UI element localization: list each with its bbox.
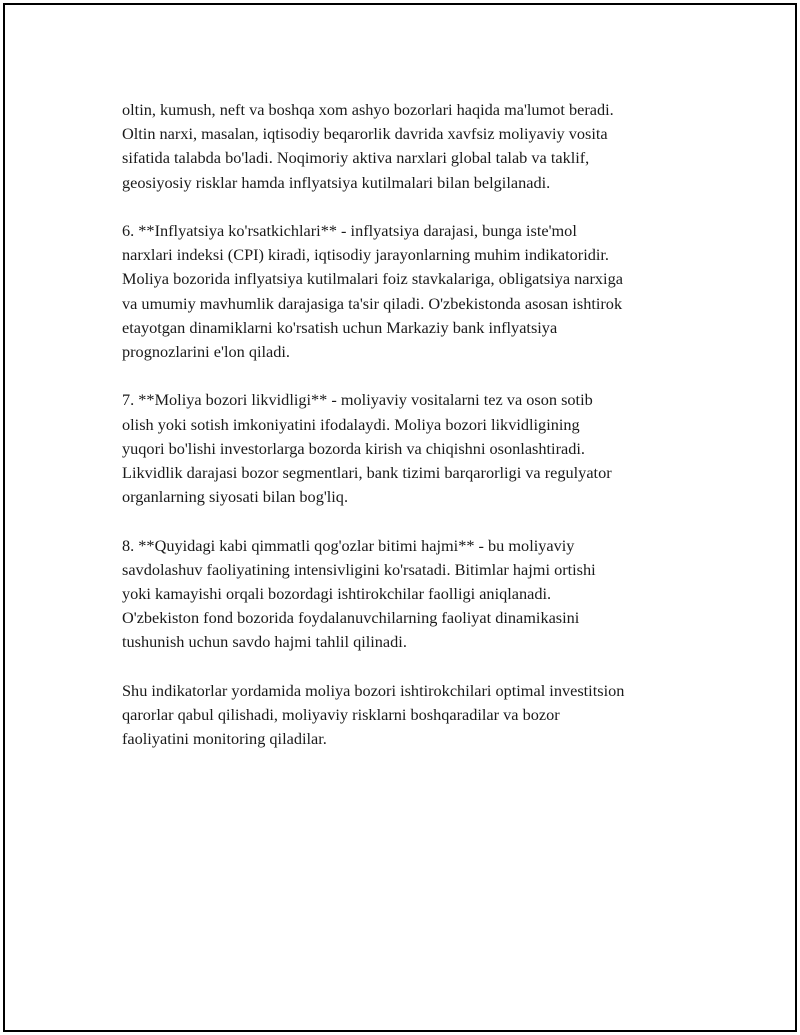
paragraph-conclusion [122, 679, 702, 752]
text-line: O'zbekiston fond bozorida foydalanuvchilarning faoliyat dinamikasini [122, 608, 580, 628]
text-line: tushunish uchun savdo hajmi tahlil qilinadi. [122, 632, 407, 652]
text-line: 6. **Inflyatsiya ko'rsatkichlari** - inflyatsiya darajasi, bunga iste'mol [122, 221, 577, 240]
paragraph-inflation-indicators [122, 219, 702, 364]
text-line: yuqori bo'lishi investorlarga bozorda kirish va chiqishni osonlashtiradi. [122, 438, 585, 458]
text-line: geosiyosiy risklar hamda inflyatsiya kutilmalari bilan belgilanadi. [122, 172, 551, 192]
text-line: Likvidlik darajasi bozor segmentlari, bank tizimi barqarorligi va regulyator [122, 463, 612, 483]
text-line: oltin, kumush, neft va boshqa xom ashyo bozorlari haqida ma'lumot beradi. [122, 100, 614, 119]
text-line: sifatida talabda bo'ladi. Noqimoriy aktiva narxlari global talab va taklif, [122, 148, 590, 168]
text-line: Oltin narxi, masalan, iqtisodiy beqarorlik davrida xavfsiz moliyaviy vosita [122, 124, 608, 144]
text-line: va umumiy mavhumlik darajasiga ta'sir qiladi. O'zbekistonda asosan ishtirok [122, 293, 623, 313]
text-line: etayotgan dinamiklarni ko'rsatish uchun Markaziy bank inflyatsiya [122, 317, 558, 337]
text-line: 8. **Quyidagi kabi qimmatli qog'ozlar bitimi hajmi** - bu moliyaviy [122, 535, 575, 555]
paragraph-market-liquidity [122, 388, 702, 509]
text-line: olish yoki sotish imkoniyatini ifodalaydi. Moliya bozori likvidligining [122, 414, 580, 434]
text-line: 7. **Moliya bozori likvidligi** - moliyaviy vositalarni tez va oson sotib [122, 390, 593, 410]
text-line: Shu indikatorlar yordamida moliya bozori ishtirokchilari optimal investitsion [122, 680, 625, 700]
text-line: faoliyatini monitoring qiladilar. [122, 729, 327, 749]
text-line: Moliya bozorida inflyatsiya kutilmalari foiz stavkalariga, obligatsiya narxiga [122, 269, 623, 289]
text-line: yoki kamayishi orqali bozordagi ishtirokchilar faolligi aniqlanadi. [122, 584, 552, 604]
paragraph-commodities [122, 98, 702, 195]
text-line: savdolashuv faoliyatining intensivligini ko'rsatadi. Bitimlar hajmi ortishi [122, 559, 596, 579]
document-body [122, 98, 702, 776]
text-line: prognozlarini e'lon qiladi. [122, 342, 290, 362]
text-line: organlarning siyosati bilan bog'liq. [122, 487, 349, 507]
text-line: qarorlar qabul qilishadi, moliyaviy risklarni boshqaradilar va bozor [122, 705, 560, 725]
text-line: narxlari indeksi (CPI) kiradi, iqtisodiy jarayonlarning muhim indikatoridir. [122, 245, 609, 265]
paragraph-trading-volume [122, 534, 702, 655]
page-frame [3, 3, 797, 1032]
